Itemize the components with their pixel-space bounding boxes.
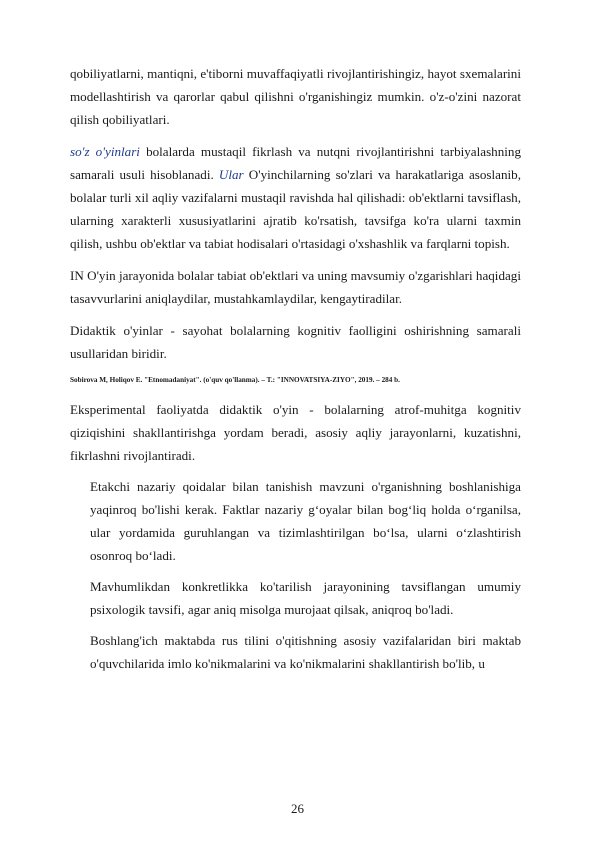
indented-paragraph: Boshlang'ich maktabda rus tilini o'qitishning asosiy vazifalaridan biri maktab o'quvchilarida imlo ko'nikmalarini va ko'nikmalarini shakllantirish bo'lib, u (90, 633, 521, 671)
indented-paragraph: Etakchi nazariy qoidalar bilan tanishish mavzuni o'rganishning boshlanishiga yaqinroq bo'lishi kerak. Faktlar nazariy g‘oyalar bilan bog‘liq holda o‘rganilsa, ular yordamida guruhlangan va tizimlashtirilgan bo‘lsa, ularni o‘zlashtirish osonroq bo‘ladi. (90, 479, 521, 563)
paragraph: IN O'yin jarayonida bolalar tabiat ob'ektlari va uning mavsumiy o'zgarishlari haqidagi tasavvurlarini aniqlaydilar, mustahkamlaydilar, kengaytiradilar. (70, 268, 521, 306)
page-number: 26 (291, 801, 304, 816)
reference-note: Sobirova M, Holiqov E. "Etnomadaniyat". (o'quv qo'llanma). – T.: "INNOVATSIYA-ZIYO", 2019. – 284 b. (70, 376, 400, 384)
paragraph-text: bolalarda mustaqil fikrlash va nutqni rivojlantirishni tarbiyalashning samarali usuli hisoblanadi. (70, 144, 521, 182)
document-body (70, 62, 521, 675)
italic-term: so'z o'yinlari (70, 144, 140, 159)
italic-term: Ular (218, 167, 244, 182)
paragraph: Didaktik o'yinlar - sayohat bolalarning kognitiv faolligini oshirishning samarali usullaridan biridir. (70, 323, 521, 361)
paragraph: Eksperimental faoliyatda didaktik o'yin - bolalarning atrof-muhitga kognitiv qiziqishini shakllantirishga yordam beradi, asosiy aqliy jarayonlarni, kuzatishni, fikrlashni rivojlantiradi. (70, 402, 521, 463)
indented-paragraph: Mavhumlikdan konkretlikka ko'tarilish jarayonining tavsiflangan umumiy psixologik tavsifi, agar aniq misolga murojaat qilsak, aniqroq bo'ladi. (90, 579, 521, 617)
paragraph (70, 140, 521, 255)
paragraph-text: O'yinchilarning so'zlari va harakatlariga asoslanib, bolalar turli xil aqliy vazifalarni mustaqil ravishda hal qilishadi: ob'ektlarni tavsiflash, ularning xarakterli xususiyatlarini ajratib ko'rsatish, tavsifga ko'ra ularni taxmin qilish, ushbu ob'ektlar va tabiat hodisalari o'rtasidagi o'xshashlik va farqlarni topish. (70, 167, 521, 251)
paragraph: qobiliyatlarni, mantiqni, e'tiborni muvaffaqiyatli rivojlantirishingiz, hayot sxemalarini modellashtirish va qarorlar qabul qilishni o'rganishingiz mumkin. o'z-o'zini nazorat qilish qobiliyatlari. (70, 66, 521, 127)
